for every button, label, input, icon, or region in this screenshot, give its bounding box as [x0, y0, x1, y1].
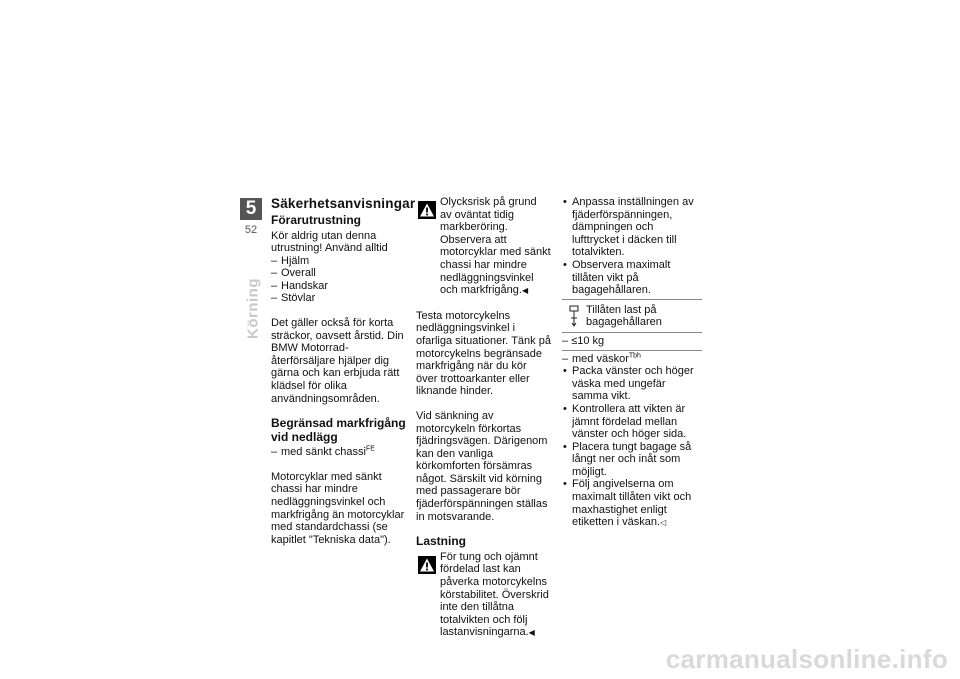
option-code: Tbh [628, 351, 641, 359]
list-item: • Placera tungt bagage så långt ner och inåt som möjligt. [562, 441, 702, 479]
rider-gear-heading: Förarutrustning [271, 213, 361, 227]
rider-gear-intro: Kör aldrig utan denna utrustning! Använd alltid [271, 229, 388, 255]
list-item: – Handskar [271, 280, 408, 293]
column-3 [562, 196, 702, 530]
loading-bullets [562, 196, 702, 297]
spec-value: – ≤10 kg [562, 333, 702, 350]
list-item: – Overall [271, 267, 408, 280]
list-item: • Kontrollera att vikten är jämnt fördelad mellan vänster och höger sida. [562, 403, 702, 441]
rider-gear-list [271, 255, 408, 305]
paragraph: Testa motorcykelns nedläggningsvinkel i ofarliga situationer. Tänk på motorcykelns begränsade markfrigång när du kör över trottoarkanter eller liknande hinder. [416, 309, 551, 398]
option-code: FE [365, 445, 375, 453]
bag-option-list [562, 353, 702, 366]
column-1 [271, 196, 416, 558]
spec-box [562, 299, 702, 351]
list-item: – Stövlar [271, 292, 408, 305]
list-item: • Observera maximalt tillåten vikt på bagagehållaren. [562, 259, 702, 297]
list-item: • Packa vänster och höger väska med ungefär samma vikt. [562, 365, 702, 403]
end-mark: ◀ [528, 628, 535, 638]
luggage-rack-icon [569, 304, 579, 328]
option-text: med sänkt chassi [281, 446, 366, 459]
ground-clearance-body: Motorcyklar med sänkt chassi har mindre nedläggningsvinkel och markfrigång än motorcyklar med standardchassi (se kapitlet "Tekniska data"). [271, 470, 405, 546]
list-item: – Hjälm [271, 255, 408, 268]
list-item-text: Följ angivelserna om maximalt tillåten vikt och maxhastighet enligt etiketten i väskan. [572, 478, 692, 529]
loading-heading: Lastning [416, 534, 466, 549]
warning-triangle-icon [418, 201, 436, 219]
spec-heading [562, 300, 702, 333]
end-mark: ◁ [660, 518, 667, 528]
chapter-number-tab: 5 [240, 198, 262, 220]
option-text: med väskor [572, 352, 629, 365]
paragraph: Vid sänkning av motorcykeln förkortas fjädringsvägen. Därigenom kan den vanliga körkomforten försämras något. Särskilt vid körning med passagerare bör fjäderförspänningen ställas in motsvarande. [416, 409, 548, 523]
warning-block [416, 551, 551, 640]
list-item [562, 353, 702, 366]
warning-block [416, 196, 551, 298]
rider-gear-body: Det gäller också för korta sträckor, oavsett årstid. Din BMW Motorrad-återförsäljare hjälper dig gärna och kan erbjuda rätt klädsel för olika användningsområden. [271, 317, 404, 405]
end-mark: ◀ [521, 286, 529, 296]
list-item: • Anpassa inställningen av fjäderförspänningen, dämpningen och lufttrycket i däcken till totalvikten. [562, 196, 702, 259]
section-title: Säkerhetsanvisningar [271, 196, 416, 211]
warning-text: Olycksrisk på grund av oväntat tidig markberöring. Observera att motorcyklar med sänkt chassi har mindre nedläggningsvinkel och markfrigång. [440, 196, 551, 297]
list-item [271, 446, 408, 459]
bag-bullets [562, 365, 702, 530]
list-item [562, 478, 702, 529]
ground-clearance-heading: Begränsad markfrigång vid nedlägg [271, 416, 406, 444]
column-2 [416, 196, 551, 640]
spec-title: Tillåten last på bagagehållaren [586, 303, 662, 329]
chapter-side-label: Körning [244, 278, 262, 339]
page-number: 52 [244, 224, 258, 236]
warning-triangle-icon [418, 556, 436, 574]
warning-text: För tung och ojämnt fördelad last kan påverka motorcykelns körstabilitet. Överskrid inte den tillåtna totalvikten och följ lastanvisningarna. [440, 550, 549, 639]
ground-option-list [271, 446, 408, 459]
watermark: carmanualsonline.info [665, 644, 948, 674]
